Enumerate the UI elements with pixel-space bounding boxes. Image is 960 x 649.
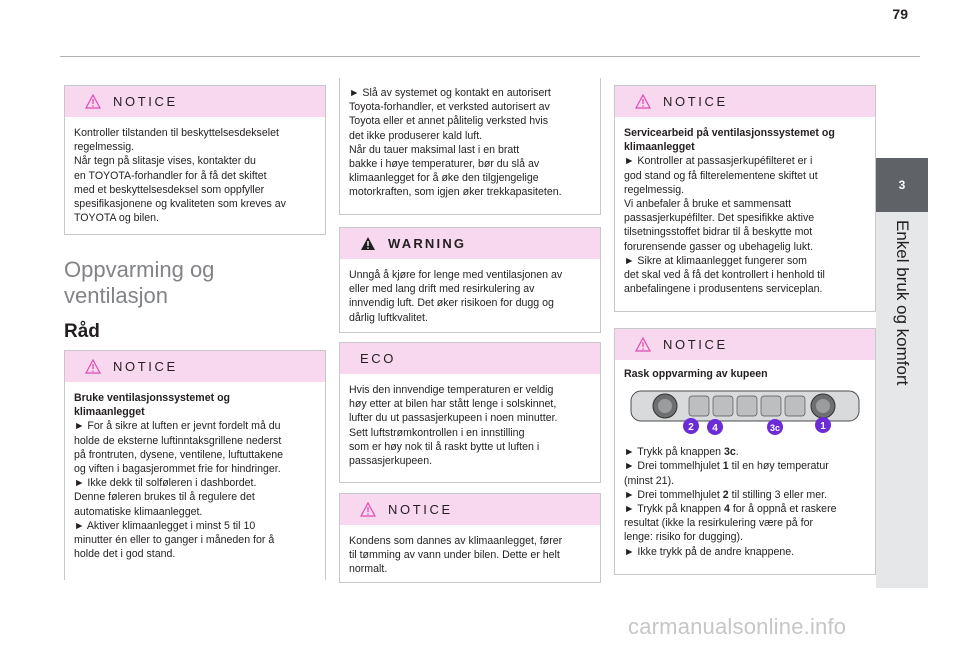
notice-box-condensation xyxy=(339,493,601,583)
notice-header xyxy=(615,329,875,360)
notice-label: NOTICE xyxy=(663,94,728,109)
eco-label: ECO xyxy=(360,351,396,366)
continued-text: ► Slå av systemet og kontakt en autorisert Toyota-forhandler, et verksted autorisert av Toyota eller et annet pålitelig verksted hvis det ikke produserer kald luft. Når du tauer maksimal last i en bratt bakke i høye temperaturer, bør du slå av klimaanlegget for å øke den tilgjengelige motorkraften, som igjen øker trekkapasiteten. xyxy=(349,87,562,199)
notice-text: Kontroller tilstanden til beskyttelsesdekselet regelmessig. Når tegn på slitasje vises, kontakter du en TOYOTA-forhandler for å få det skiftet med et beskyttelsesdeksel som oppfyller spesifikasjonene og kvaliteten som kreves av TOYOTA og bilen. xyxy=(74,127,286,225)
callout-badge xyxy=(683,418,699,434)
eco-box xyxy=(339,342,601,483)
notice-label: NOTICE xyxy=(113,359,178,374)
top-rule xyxy=(60,56,920,57)
warning-triangle-icon xyxy=(635,337,651,352)
chapter-title: Enkel bruk og komfort xyxy=(893,220,912,386)
callout-label: 3c xyxy=(769,423,781,434)
eco-text: Hvis den innvendige temperaturen er veldig høy etter at bilen har stått lenge i solskinnet, lufter du ut passasjerkupeen i noen minutter. Sett luftstrømkontrollen i en innstilling som er høy nok til å raskt bytte ut luften i passasjerkupeen. xyxy=(349,384,558,468)
continued-text-box xyxy=(339,78,601,215)
callout-badge xyxy=(767,419,783,435)
notice-label: NOTICE xyxy=(113,94,178,109)
notice-heading: Servicearbeid på ventilasjonssystemet og klimaanlegget xyxy=(624,127,835,154)
chapter-side-band xyxy=(876,212,928,588)
warning-triangle-icon xyxy=(85,94,101,109)
warning-text: Unngå å kjøre for lenge med ventilasjonen av eller med lang drift med resirkulering av innvendig luft. Det øker risikoen for dugg og dårlig luftkvalitet. xyxy=(349,269,563,324)
notice-header xyxy=(65,86,325,117)
sub-title: Råd xyxy=(64,321,100,342)
notice-heading: Rask oppvarming av kupeen xyxy=(624,368,768,380)
notice-label: NOTICE xyxy=(388,502,453,517)
chapter-tab[interactable]: 3 xyxy=(876,158,928,212)
watermark: carmanualsonline.info xyxy=(628,614,847,639)
step: ► Drei tommelhjulet 1 til en høy temperatur (minst 21). xyxy=(624,460,829,487)
notice-text: ► Kontroller at passasjerkupéfilteret er i god stand og få filterelementene skiftet ut regelmessig. Vi anbefaler å bruke et sammensatt passasjerkupéfilter. Det spesifikke aktive tilsetningsstoffet bidrar til å beskytte mot forurensende gasser og ubehagelig lukt. ► Sikre at klimaanlegget fungerer som det skal ved å få det kontrollert i henhold til anbefalingene i produsentens serviceplan. xyxy=(624,155,825,296)
warning-triangle-filled-icon xyxy=(360,236,376,251)
warning-triangle-icon xyxy=(85,359,101,374)
step: ► Drei tommelhjulet 2 til stilling 3 eller mer. xyxy=(624,488,828,501)
warning-box xyxy=(339,227,601,333)
notice-box-ventilation-use xyxy=(64,350,326,580)
notice-header xyxy=(340,494,600,525)
climate-control-panel-illustration xyxy=(627,387,863,437)
notice-header xyxy=(65,351,325,382)
warning-triangle-icon xyxy=(635,94,651,109)
notice-header xyxy=(615,86,875,117)
page-number: 79 xyxy=(892,6,908,22)
warning-header xyxy=(340,228,600,259)
section-title: Oppvarming og ventilasjon xyxy=(64,257,215,308)
eco-header xyxy=(340,343,600,374)
notice-box-protection-cover xyxy=(64,85,326,235)
notice-box-service xyxy=(614,85,876,312)
warning-triangle-icon xyxy=(360,502,376,517)
callout-label: 1 xyxy=(820,421,826,433)
callout-badge xyxy=(815,417,831,433)
callout-label: 2 xyxy=(688,422,694,434)
step: ► Ikke trykk på de andre knappene. xyxy=(624,545,795,558)
step: ► Trykk på knappen 3c. xyxy=(624,446,739,459)
warning-label: WARNING xyxy=(388,236,467,251)
callout-label: 4 xyxy=(712,423,718,435)
notice-box-rapid-heating xyxy=(614,328,876,575)
step: ► Trykk på knappen 4 for å oppnå et raskere resultat (ikke la resirkulering være på for lenge: risiko for dugging). xyxy=(624,503,837,544)
notice-text: ► For å sikre at luften er jevnt fordelt må du holde de eksterne luftinntaksgrillene nederst på frontruten, dysene, ventilene, luftuttakene og viften i bagasjerommet frie for hindringer. ► Ikke dekk til solføleren i dashbordet. Denne føleren brukes til å regulere det automatiske klimaanlegget. ► Aktiver klimaanlegget i minst 5 til 10 minutter én eller to ganger i måneden for å holde det i god stand. xyxy=(74,420,284,561)
notice-label: NOTICE xyxy=(663,337,728,352)
callout-badge xyxy=(707,419,723,435)
notice-heading: Bruke ventilasjonssystemet og klimaanlegget xyxy=(74,392,231,419)
notice-text: Kondens som dannes av klimaanlegget, fører til tømming av vann under bilen. Dette er helt normalt. xyxy=(349,535,563,576)
